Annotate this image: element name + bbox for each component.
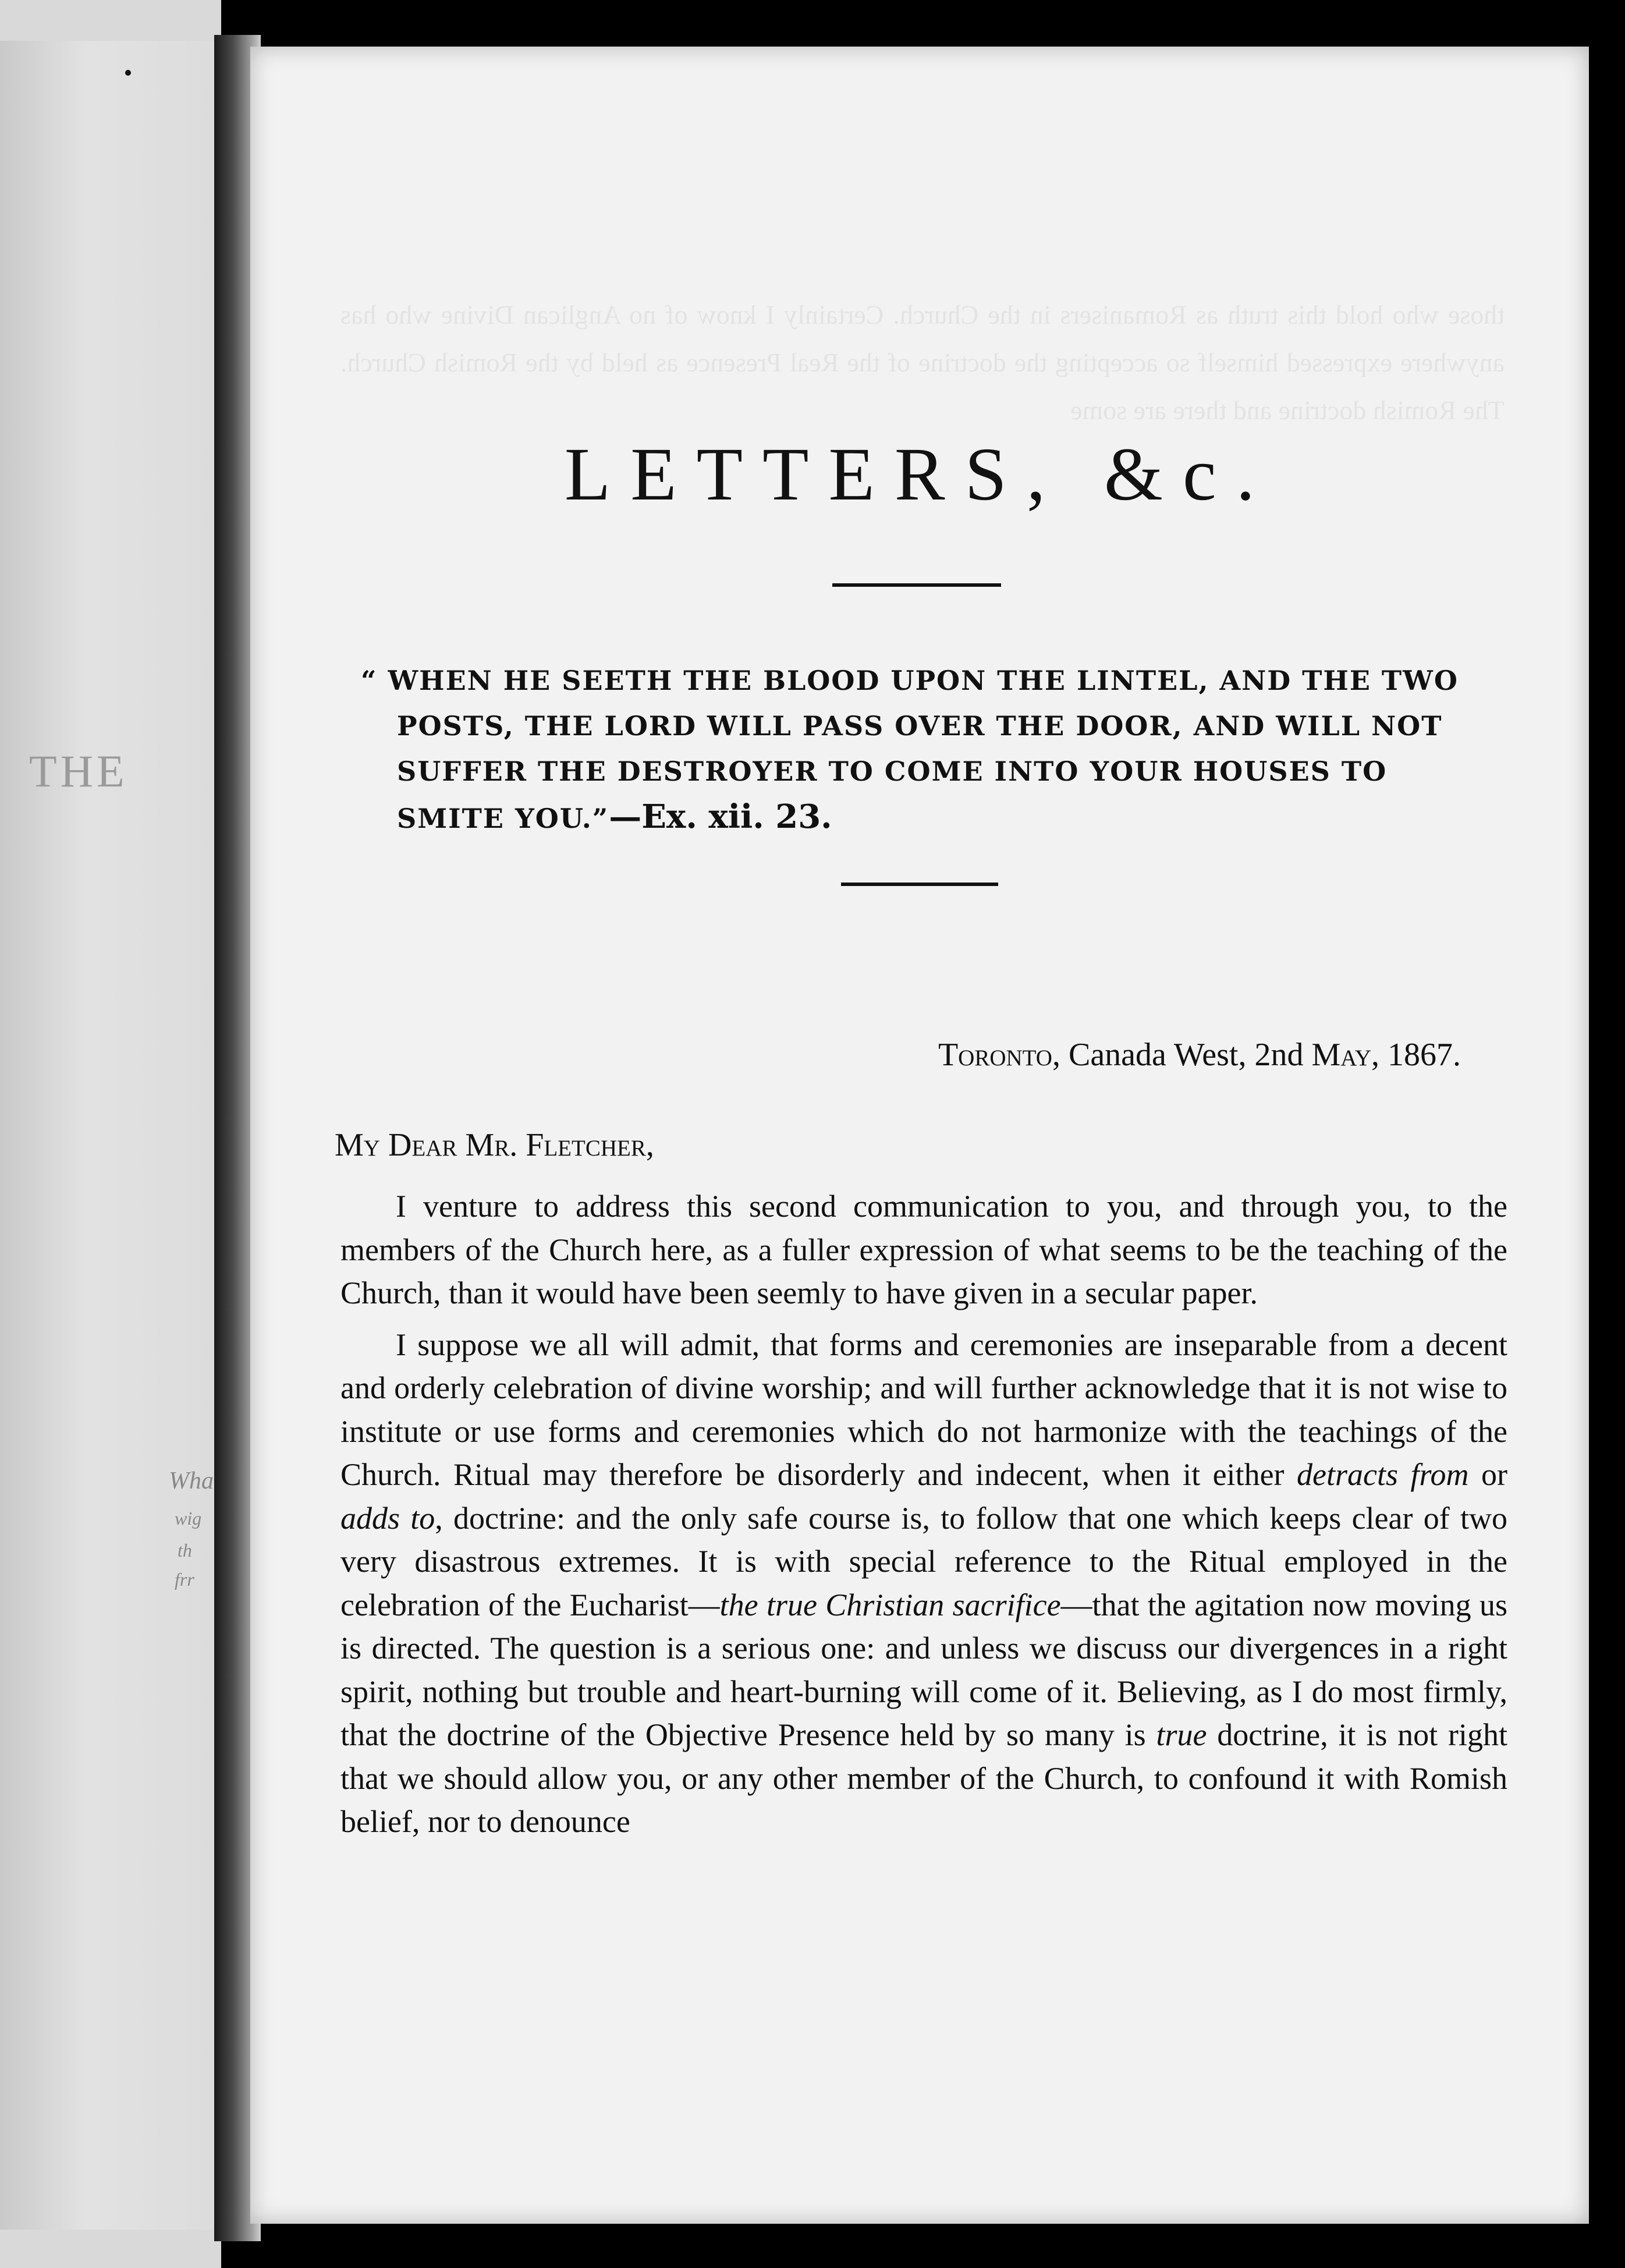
emphasis-text: the true Christian sacrifice xyxy=(719,1587,1061,1622)
scan-speck xyxy=(125,70,131,76)
paragraph-2-text: I suppose we all will admit, that forms and ceremonies are inseparable from a decent and orderly celebration of divine worship; and will further acknowledge that it is not wise to institute or use forms and ceremonies which do not harmonize with the teachings of the Church. Ritual may therefore be disorderly and indecent, when it either xyxy=(340,1327,1507,1492)
epigraph xyxy=(361,658,1502,841)
emphasis-text: adds to xyxy=(340,1500,435,1536)
facing-page-fragment: wig xyxy=(175,1508,202,1529)
dateline-year: , 1867. xyxy=(1371,1037,1461,1073)
epigraph-last-line xyxy=(361,794,1502,841)
salutation: My Dear Mr. Fletcher, xyxy=(335,1127,654,1163)
epigraph-line: POSTS, THE LORD WILL PASS OVER THE DOOR, AND WILL NOT xyxy=(397,710,1443,742)
letter-body xyxy=(340,1185,1507,1852)
document-page xyxy=(250,47,1589,2224)
paragraph-1: I venture to address this second communication to you, and through you, to the members of the Church here, as a fuller expression of what seems to be the teaching of the Church, than it would have been seemly to have given in a secular paper. xyxy=(340,1189,1507,1310)
epigraph-rule xyxy=(841,883,998,886)
facing-page-fragment: frr xyxy=(175,1569,194,1590)
epigraph-line: SMITE YOU.” xyxy=(397,803,609,834)
epigraph-reference: —Ex. xii. 23. xyxy=(609,798,832,836)
paragraph-2-text: or xyxy=(1468,1457,1508,1492)
dateline-month: May xyxy=(1311,1037,1371,1073)
title-rule xyxy=(832,583,1001,587)
emphasis-text: detracts from xyxy=(1297,1457,1469,1492)
dateline-place: , Canada West, 2nd xyxy=(1052,1037,1312,1073)
paragraph-2-text: doctrine, it is not right that we should allow you, or any other member of the Church, to confound it with Romish belief, nor to denounce xyxy=(340,1717,1507,1839)
emphasis-text: true xyxy=(1156,1717,1207,1752)
paragraph-2-text: —that the agitation now moving us is directed. The question is a serious one: and unless we discuss our divergences in a right spirit, nothing but trouble and heart-burning will come of it. Believing, as I do most firmly, that the doctrine of the Objective Presence held by so many is xyxy=(340,1587,1507,1752)
page-title: LETTERS, &c. xyxy=(564,433,1275,516)
epigraph-line: “ WHEN HE SEETH THE BLOOD UPON THE LINTEL, AND THE TWO xyxy=(361,665,1459,696)
dateline xyxy=(938,1036,1461,1073)
paragraph-2-text: , doctrine: and the only safe course is, to follow that one which keeps clear of two very disastrous extremes. It is with special reference to the Ritual employed in the celebration of the Eucharist— xyxy=(340,1500,1507,1622)
epigraph-line: SUFFER THE DESTROYER TO COME INTO YOUR HOUSES TO xyxy=(397,756,1388,787)
facing-page-edge xyxy=(0,41,214,2230)
facing-page-fragment: Wha xyxy=(169,1468,214,1494)
bleed-through-text: those who hold this truth as Romanisers in the Church. Certainly I know of no Anglican Divine who has anywhere expressed himself so accepting the doctrine of the Real Presence as held by the Romish Church. The Romish doctrine and there are some xyxy=(340,300,1505,425)
dateline-city: Toronto xyxy=(938,1037,1052,1073)
facing-page-word: THE xyxy=(29,746,128,796)
paragraph-2 xyxy=(340,1323,1507,1844)
facing-page-fragment: th xyxy=(178,1540,192,1561)
